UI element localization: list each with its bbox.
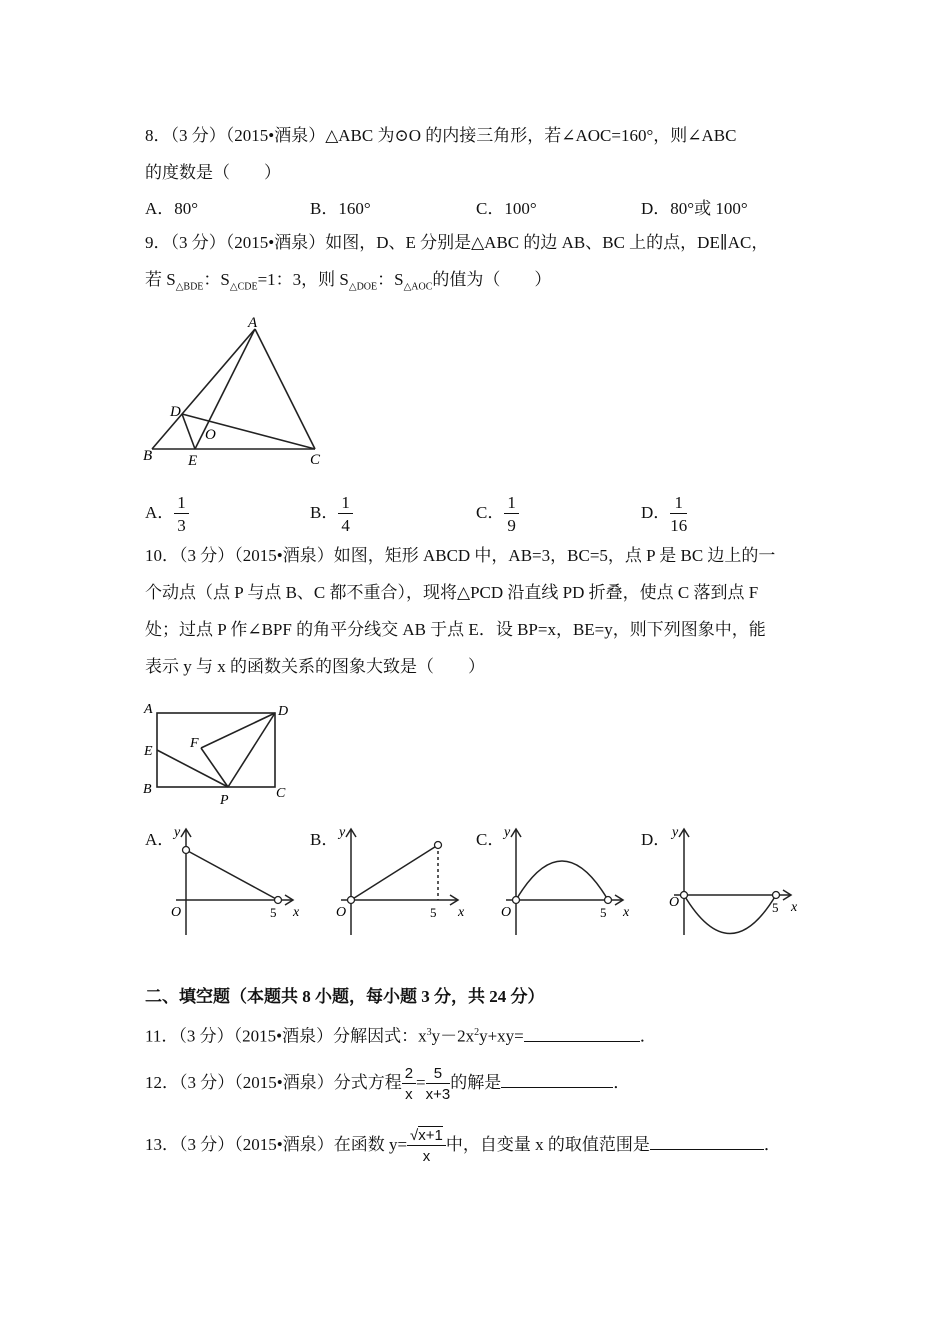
q10-graph-a xyxy=(168,820,308,940)
q10-graph-d xyxy=(666,820,806,940)
q13-answer-blank[interactable] xyxy=(650,1131,764,1150)
q10-rectangle-figure xyxy=(140,696,300,806)
q10-line1: 10．（3 分）（2015•酒泉）如图，矩形 ABCD 中，AB=3，BC=5，点 P 是 BC 边上的一 xyxy=(145,546,776,565)
q13-line: 13．（3 分）（2015•酒泉）在函数 y= $\frac{√x+1}{x}$ 中，自变量 x 的取值范围是 ． xyxy=(145,1127,781,1165)
q10-label-d: D xyxy=(278,704,289,719)
q9-label-e: E xyxy=(188,453,198,469)
q10-graph-c xyxy=(498,820,638,940)
q11-line: 11．（3 分）（2015•酒泉）分解因式：$x^3y-2x^2y+xy=$ ． xyxy=(145,1021,657,1049)
q8-line1: 8．（3 分）（2015•酒泉）△ABC 为⊙O 的内接三角形，若∠AOC=160°，则∠ABC xyxy=(145,126,737,145)
q10-label-c: C xyxy=(276,786,286,801)
q10-graph-b xyxy=(333,820,473,940)
q12-line: 12．（3 分）（2015•酒泉）分式方程 $\frac{2}{x}$ = $\frac{5}{x+3}$ 的解是 ． xyxy=(145,1065,631,1103)
q9-line1: 9．（3 分）（2015•酒泉）如图，D、E 分别是△ABC 的边 AB、BC 上的点，DE∥AC， xyxy=(145,233,769,252)
graph-c-origin: O xyxy=(501,905,512,920)
graph-a-five: 5 xyxy=(270,905,277,920)
graph-a-y-label: y xyxy=(174,825,181,840)
q8-line2: 的度数是（ ） xyxy=(145,163,281,182)
q10-label-f: F xyxy=(190,736,199,751)
graph-d-five: 5 xyxy=(772,900,779,915)
q12-answer-blank[interactable] xyxy=(501,1069,613,1088)
q9-label-b: B xyxy=(143,448,153,464)
q9-label-d: D xyxy=(170,404,181,420)
graph-d-y-label: y xyxy=(672,825,679,840)
q9-option-d: D． $\frac{1}{16}$ xyxy=(641,493,688,535)
q10-line2: 个动点（点 P 与点 B、C 都不重合），现将△PCD 沿直线 PD 折叠，使点 C 落到点 F xyxy=(145,583,759,602)
q9-option-c: C． $\frac{1}{9}$ xyxy=(476,494,519,534)
graph-b-y-label: y xyxy=(339,825,346,840)
q10-label-e: E xyxy=(144,744,153,759)
q11-answer-blank[interactable] xyxy=(524,1023,640,1042)
q10-option-b: B． xyxy=(310,830,339,849)
graph-b-x-label: x xyxy=(458,905,465,920)
q8-option-d: D．80°或 100° xyxy=(641,199,748,218)
q10-line4: 表示 y 与 x 的函数关系的图象大致是（ ） xyxy=(145,657,485,676)
graph-b-five: 5 xyxy=(430,905,437,920)
graph-c-x-label: x xyxy=(623,905,630,920)
q8-option-a: A．80° xyxy=(145,199,199,218)
q10-option-a: A． xyxy=(145,830,175,849)
q9-label-a: A xyxy=(248,315,258,331)
q10-line3: 处；过点 P 作∠BPF 的角平分线交 AB 于点 E．设 BP=x，BE=y，则下列图象中，能 xyxy=(145,620,766,639)
graph-b-origin: O xyxy=(336,905,347,920)
graph-d-origin: O xyxy=(669,895,680,910)
q8-option-c: C．100° xyxy=(476,199,537,218)
section2-title: 二、填空题（本题共 8 小题，每小题 3 分，共 24 分） xyxy=(145,987,545,1006)
q9-line2: 若 $S_{\triangle BDE}$：$S_{\triangle CDE}=1$：3，则 $S_{\triangle DOE}$：$S_{\triangle AOC}$的值为（ ） xyxy=(145,270,552,293)
q8-option-b: B．160° xyxy=(310,199,371,218)
q10-option-c: C． xyxy=(476,830,505,849)
q10-label-p: P xyxy=(220,793,229,806)
q9-label-o: O xyxy=(205,427,216,443)
q9-option-a: A． $\frac{1}{3}$ xyxy=(145,494,189,534)
q9-triangle-figure xyxy=(140,308,340,473)
q9-label-c: C xyxy=(310,452,321,468)
q9-option-b: B． $\frac{1}{4}$ xyxy=(310,494,353,534)
q10-option-d: D． xyxy=(641,830,671,849)
q10-label-a: A xyxy=(144,702,153,717)
graph-c-five: 5 xyxy=(600,905,607,920)
q10-label-b: B xyxy=(143,782,152,797)
graph-a-x-label: x xyxy=(293,905,300,920)
graph-a-origin: O xyxy=(171,905,182,920)
graph-c-y-label: y xyxy=(504,825,511,840)
graph-d-x-label: x xyxy=(791,900,798,915)
